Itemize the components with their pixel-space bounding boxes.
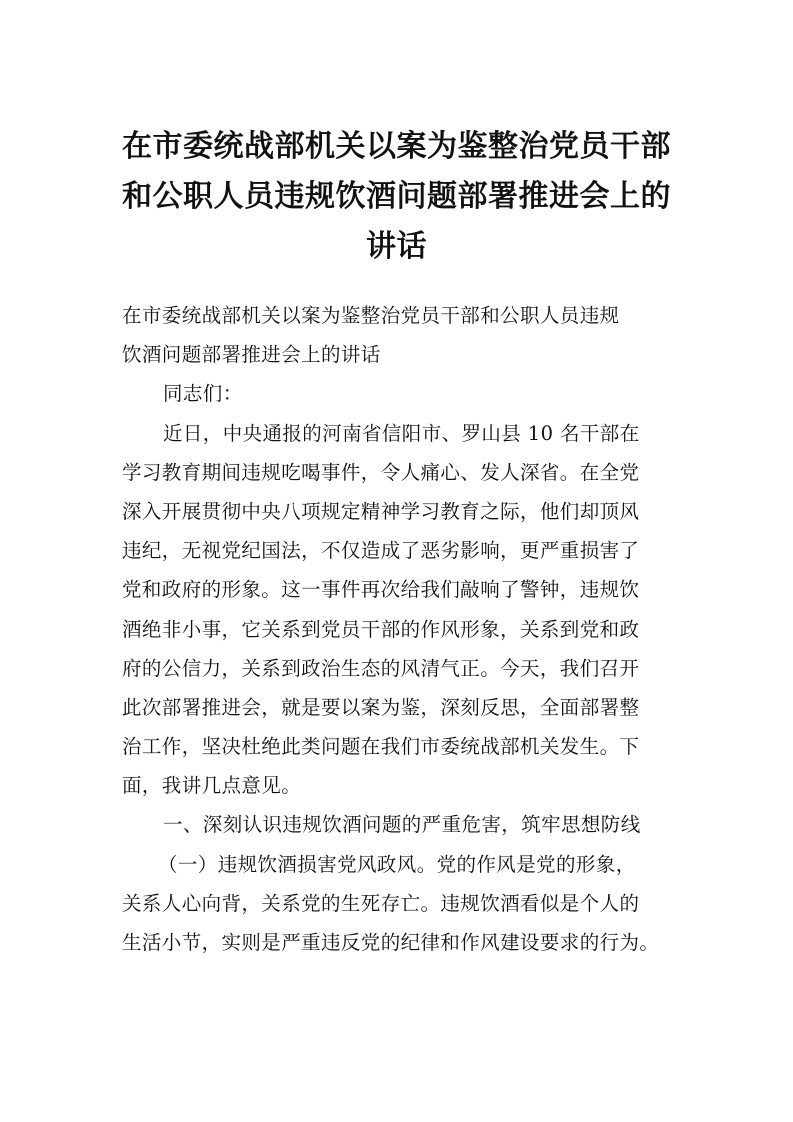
body-line: 治工作，坚决杜绝此类问题在我们市委统战部机关发生。下 (122, 735, 640, 759)
body-line: 党和政府的形象。这一事件再次给我们敲响了警钟，违规饮 (122, 578, 640, 602)
body-line: 违纪，无视党纪国法，不仅造成了恶劣影响，更严重损害了 (122, 539, 640, 563)
body-line: 在市委统战部机关以案为鉴整治党员干部和公职人员违规 (122, 304, 620, 327)
body-line: 饮酒问题部署推进会上的讲话 (122, 343, 381, 367)
subsection-heading: （一）违规饮酒损害党风政风。党的作风是党的形象， (158, 852, 636, 876)
body-line: 酒绝非小事，它关系到党员干部的作风形象，关系到党和政 (122, 617, 640, 641)
body-line: 深入开展贯彻中央八项规定精神学习教育之际，他们却顶风 (122, 499, 640, 523)
body-line: 生活小节，实则是严重违反党的纪律和作风建设要求的行为。 (122, 931, 660, 954)
body-line: 关系人心向背，关系党的生死存亡。违规饮酒看似是个人的 (122, 891, 640, 915)
section-heading: 一、深刻认识违规饮酒问题的严重危害，筑牢思想防线 (163, 813, 641, 837)
body-line: 学习教育期间违规吃喝事件，令人痛心、发人深省。在全党 (122, 460, 640, 484)
title-line-3: 讲话 (366, 229, 427, 264)
body-line: 面，我讲几点意见。 (122, 774, 302, 798)
body-line: 府的公信力，关系到政治生态的风清气正。今天，我们召开 (122, 656, 640, 680)
document-body (122, 296, 677, 962)
body-line: 近日，中央通报的河南省信阳市、罗山县 10 名干部在 (163, 421, 640, 445)
body-line: 此次部署推进会，就是要以案为鉴，深刻反思，全面部署整 (122, 695, 640, 719)
title-line-1: 在市委统战部机关以案为鉴整治党员干部 (122, 129, 671, 164)
salutation: 同志们： (163, 382, 243, 406)
document-title (100, 122, 693, 272)
title-line-2: 和公职人员违规饮酒问题部署推进会上的 (122, 179, 671, 214)
